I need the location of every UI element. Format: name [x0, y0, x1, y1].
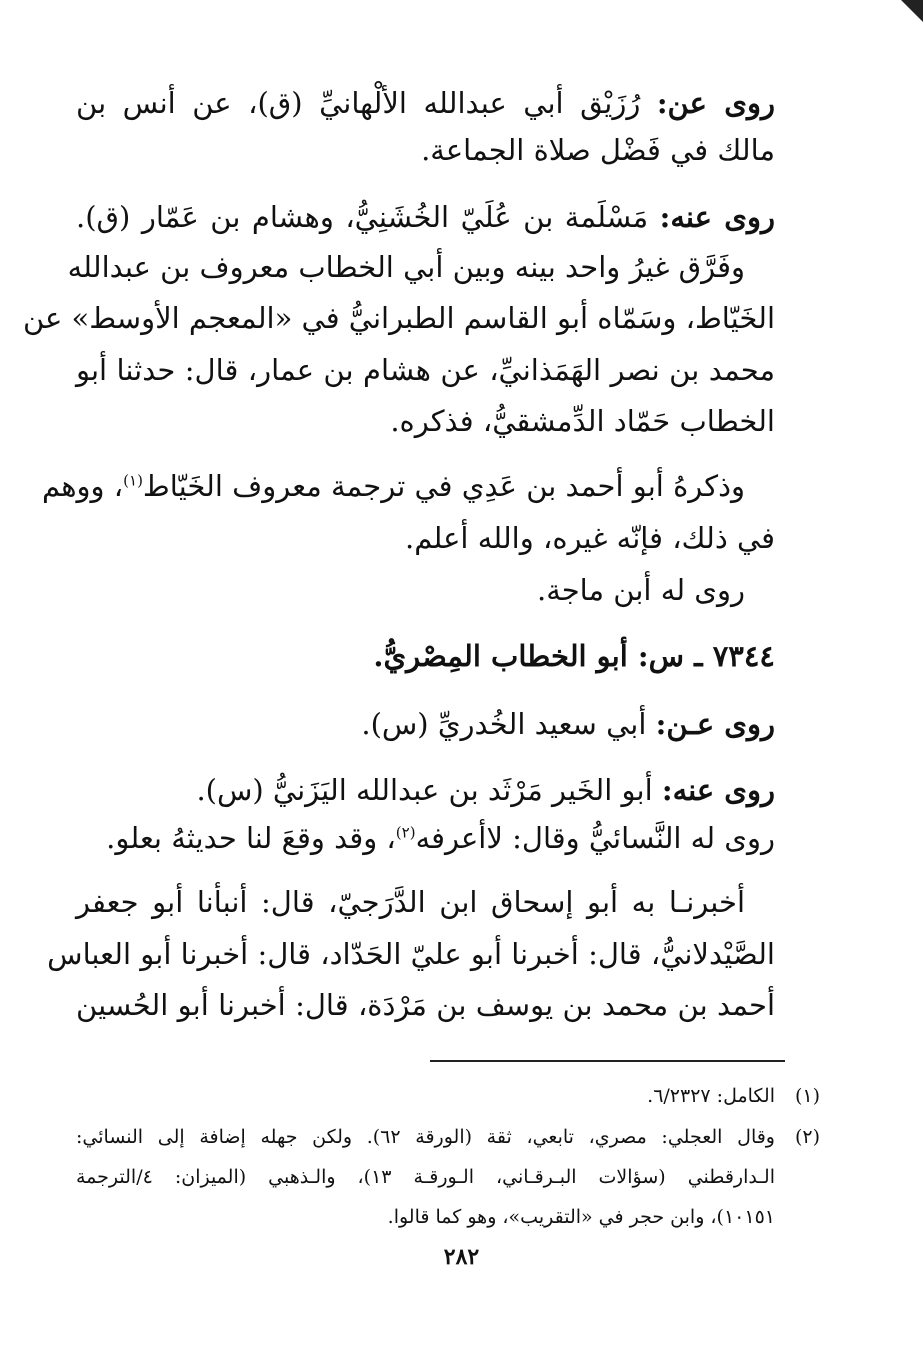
- narrated-from-label: روى عـن:: [655, 707, 775, 741]
- text-line: روى عـن: أبي سعيد الخُدريِّ (س).: [361, 707, 775, 741]
- footnote-text: الـدارقطني (سؤالات البـرقـاني، الـورقـة ١٣)، والـذهبي (الميزان: ٤/الترجمة: [76, 1166, 775, 1188]
- footnote-number: (١): [794, 1085, 820, 1107]
- text-line: وذكرهُ أبو أحمد بن عَدِي في ترجمة معروف الخَيّاط$^{(١)}$، ووهم: [41, 469, 745, 503]
- text-line: روى له النَّسائيُّ وقال: لاأعرفه$^{(٢)}$، وقد وقعَ لنا حديثهُ بعلو.: [106, 821, 775, 855]
- page-corner-mark: [901, 0, 923, 22]
- text-line: روى له أبن ماجة.: [536, 573, 745, 607]
- page-number: ٢٨٢: [443, 1244, 480, 1270]
- text-line: الخطاب حَمّاد الدِّمشقيُّ، فذكره.: [390, 404, 775, 438]
- footnote-divider: [430, 1060, 785, 1062]
- narrators-label: روى عنه:: [661, 773, 775, 807]
- footnote-text: ١٠١٥١)، وابن حجر في «التقريب»، وهو كما قالوا.: [387, 1206, 775, 1228]
- text-line: محمد بن نصر الهَمَذانيِّ، عن هشام بن عمار، قال: حدثنا أبو: [76, 353, 775, 387]
- entry-heading: ٧٣٤٤ ـ س: أبو الخطاب المِصْريُّ.: [373, 639, 775, 673]
- text-line: الخَيّاط، وسَمّاه أبو القاسم الطبرانيُّ في «المعجم الأوسط» عن: [22, 301, 775, 335]
- text-line: وفَرَّق غيرُ واحد بينه وبين أبي الخطاب معروف بن عبدالله: [67, 250, 745, 284]
- footnote-ref[interactable]: (١): [123, 471, 143, 490]
- footnote-number: (٢): [794, 1126, 820, 1148]
- text-line: روى عن: رُزَيْق أبي عبدالله الألْهانيِّ (ق)، عن أنس بن: [76, 86, 776, 120]
- text-line: روى عنه: مَسْلَمة بن عُلَيّ الخُشَنِيُّ، وهشام بن عَمّار (ق).: [76, 200, 775, 234]
- narrators-label: روى عنه:: [659, 200, 775, 234]
- narrated-from-label: روى عن:: [656, 86, 776, 120]
- footnote-text: وقال العجلي: مصري، تابعي، ثقة (الورقة ٦٢). ولكن جهله إضافة إلى النسائي:: [76, 1126, 775, 1148]
- text-line: أحمد بن محمد بن يوسف بن مَرْدَة، قال: أخبرنا أبو الحُسين: [76, 988, 775, 1022]
- text-line: مالك في فَضْل صلاة الجماعة.: [421, 133, 775, 167]
- footnote-ref[interactable]: (٢): [395, 823, 416, 842]
- footnote-text: الكامل: ٦/٢٣٢٧.: [647, 1085, 775, 1107]
- text-line: الصَّيْدلانيُّ، قال: أخبرنا أبو عليّ الحَدّاد، قال: أخبرنا أبو العباس: [47, 937, 775, 971]
- text-line: في ذلك، فإنّه غيره، والله أعلم.: [405, 521, 775, 555]
- text-line: أخبرنـا به أبو إسحاق ابن الدَّرَجيّ، قال: أنبأنا أبو جعفر: [76, 885, 745, 919]
- text-line: روى عنه: أبو الخَير مَرْثَد بن عبدالله اليَزَنيُّ (س).: [196, 773, 775, 807]
